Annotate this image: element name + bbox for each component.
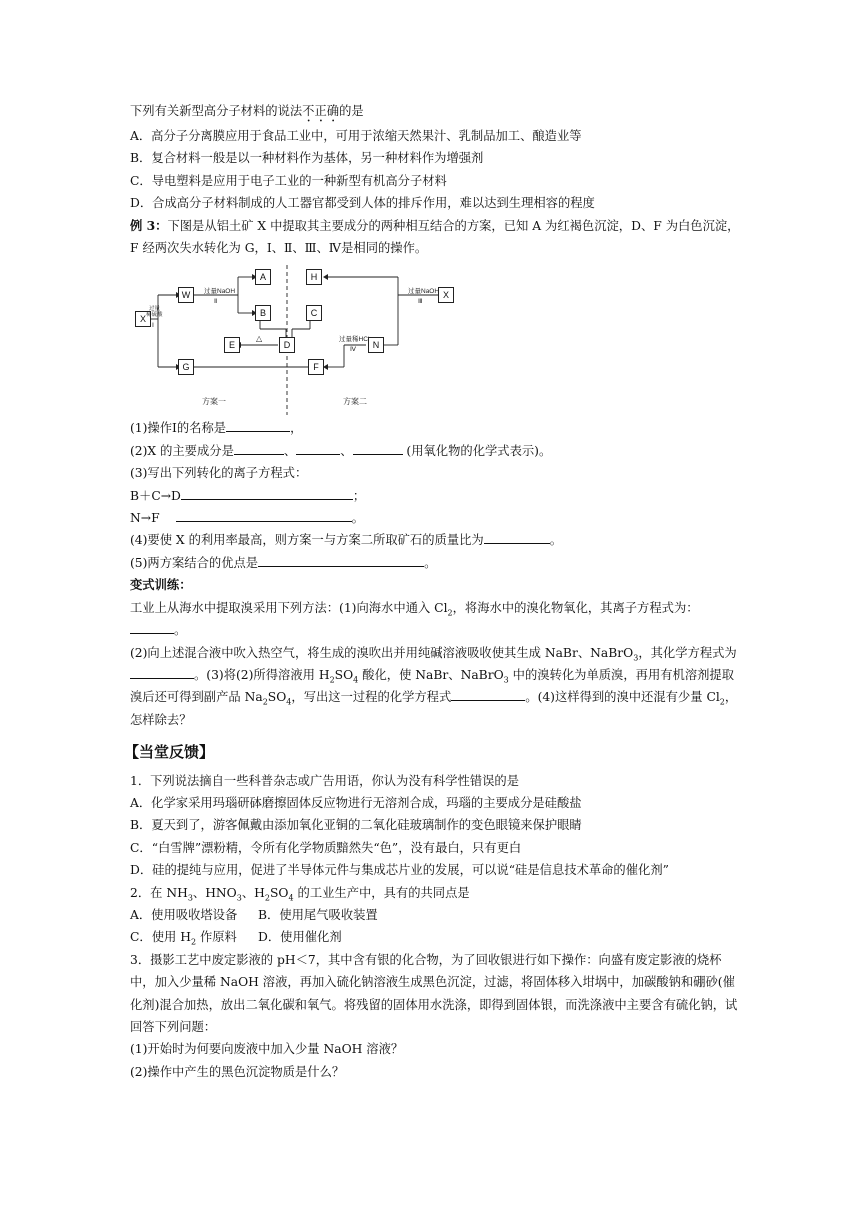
variant-para-1: 工业上从海水中提取溴采用下列方法：(1)向海水中通入 $Cl_2$，将海水中的溴化物氧化，其离子方程式为：。 xyxy=(130,600,699,638)
box-b: B xyxy=(255,305,271,321)
fb-q3: 3．摄影工艺中废定影液的 pH＜7，其中含有银的化合物，为了回收银进行如下操作：向盛有废定影液的烧杯中，加入少量稀 NaOH 溶液，再加入硫化钠溶液生成黑色沉淀，过滤，将固体移入坩埚中，加碳酸钠和硼砂(催化剂)混合加热，放出二氧化碳和氧气。将残留的固体用水洗涤，即得到固体银，而洗涤液中主要含有硫化钠，试回答下列问题： xyxy=(130,952,738,1034)
answer-blank[interactable] xyxy=(130,664,194,679)
variant-para-2: (2)向上述混合液中吹入热空气，将生成的溴吹出并用纯碱溶液吸收使其生成 NaBr、NaBrO$_3$，其化学方程式为。(3)将(2)所得溶液用 $H_2SO_4$ 酸化，使 NaBr、NaBrO$_3$ 中的溴转化为单质溴，再用有机溶剂提取溴后还可得到副产品 $Na_2SO_4$，写出这一过程的化学方程式 。(4)这样得到的溴中还混有少量 $Cl_2$，怎样除去？ xyxy=(130,645,738,727)
fb-q2-ab: A．使用吸收塔设备 B．使用尾气吸收装置 xyxy=(130,907,378,922)
q4: (4)要使 X 的利用率最高，则方案一与方案二所取矿石的质量比为 。 xyxy=(130,529,740,551)
answer-blank[interactable] xyxy=(451,686,525,701)
op1-label-2: 稀硫酸 xyxy=(146,312,163,319)
answer-blank[interactable] xyxy=(296,440,340,455)
question-stem: 下列有关新型高分子材料的说法不正确的是 xyxy=(130,104,364,118)
fb-q1: 1．下列说法摘自一些科普杂志或广告用语，你认为没有科学性错误的是 xyxy=(130,773,520,788)
box-e: E xyxy=(224,337,240,353)
q3-b-c: B＋C→D ； xyxy=(130,485,740,507)
option-d: D．合成高分子材料制成的人工器官都受到人体的排斥作用，难以达到生理相容的程度 xyxy=(130,196,595,211)
answer-blank[interactable] xyxy=(181,485,353,500)
op3-label: 过量NaOH xyxy=(408,288,440,296)
scheme-1-label: 方案一 xyxy=(202,397,226,407)
answer-blank[interactable] xyxy=(353,440,403,455)
flow-diagram xyxy=(128,265,458,415)
op1-number: Ⅰ xyxy=(152,322,154,330)
box-x-right: X xyxy=(438,287,454,303)
box-w: W xyxy=(178,287,194,303)
box-g: G xyxy=(178,359,194,375)
option-a: A．高分子分离膜应用于食品工业中，可用于浓缩天然果汁、乳制品加工、酿造业等 xyxy=(130,129,582,143)
box-d: D xyxy=(279,337,295,353)
option-c: C．导电塑料是应用于电子工业的一种新型有机高分子材料 xyxy=(130,173,447,188)
q5: (5)两方案结合的优点是 。 xyxy=(130,552,740,574)
box-f: F xyxy=(308,359,324,375)
heat-symbol: △ xyxy=(256,334,263,344)
answer-blank[interactable] xyxy=(176,507,352,522)
answer-blank[interactable] xyxy=(258,552,424,567)
scheme-2-label: 方案二 xyxy=(343,397,367,407)
op2-label: 过量NaOH xyxy=(204,288,236,296)
document-page xyxy=(124,100,740,1083)
box-c: C xyxy=(306,305,322,321)
fb-q3-1: (1)开始时为何要向废液中加入少量 NaOH 溶液？ xyxy=(130,1042,404,1057)
answer-blank[interactable] xyxy=(234,440,284,455)
q3-n-f: N→F 。 xyxy=(130,507,740,529)
q3: (3)写出下列转化的离子方程式： xyxy=(130,466,308,481)
fb-q1-d: D．硅的提纯与应用，促进了半导体元件与集成芯片业的发展，可以说“硅是信息技术革命的催化剂” xyxy=(130,863,669,878)
answer-blank[interactable] xyxy=(484,529,550,544)
op1-label-1: 过量 xyxy=(149,306,161,313)
fb-q1-a: A．化学家采用玛瑙研砵磨擦固体反应物进行无溶剂合成，玛瑙的主要成分是硅酸盐 xyxy=(130,795,582,810)
section-title: 【当堂反馈】 xyxy=(124,743,215,762)
op3-number: Ⅲ xyxy=(418,298,423,306)
box-x-left: X xyxy=(135,311,151,327)
box-h: H xyxy=(306,269,322,285)
answer-blank[interactable] xyxy=(226,417,290,432)
fb-q1-b: B．夏天到了，游客佩戴由添加氧化亚铜的二氧化硅玻璃制作的变色眼镜来保护眼睛 xyxy=(130,818,582,833)
fb-q2-cd: C．使用 $H_2$ 作原料 D．使用催化剂 xyxy=(130,930,342,947)
fb-q3-2: (2)操作中产生的黑色沉淀物质是什么？ xyxy=(130,1064,345,1079)
op4-label: 过量稀HCl xyxy=(339,336,370,344)
q1: (1)操作Ⅰ的名称是 ， xyxy=(130,417,740,439)
q2: (2)X 的主要成分是 、 、 (用氧化物的化学式表示)。 xyxy=(130,440,740,462)
fb-q1-c: C．“白雪牌”漂粉精，令所有化学物质黯然失“色”，没有最白，只有更白 xyxy=(130,840,522,855)
variant-title: 变式训练： xyxy=(130,577,192,593)
example-3: 例 3：下图是从铝土矿 X 中提取其主要成分的两种相互结合的方案，已知 A 为红褐色沉淀，D、F 为白色沉淀，F 经两次失水转化为 G，Ⅰ、Ⅱ、Ⅲ、Ⅳ是相同的操作。 xyxy=(130,217,740,256)
box-n: N xyxy=(368,337,384,353)
fb-q2: 2．在 $NH_3$、$HNO_3$、$H_2SO_4$ 的工业生产中，具有的共同点是 xyxy=(130,885,470,903)
op4-number: Ⅳ xyxy=(350,346,356,354)
box-a: A xyxy=(255,269,271,285)
op2-number: Ⅱ xyxy=(214,298,218,306)
option-b: B．复合材料一般是以一种材料作为基体，另一种材料作为增强剂 xyxy=(130,151,484,166)
answer-blank[interactable] xyxy=(130,619,174,634)
